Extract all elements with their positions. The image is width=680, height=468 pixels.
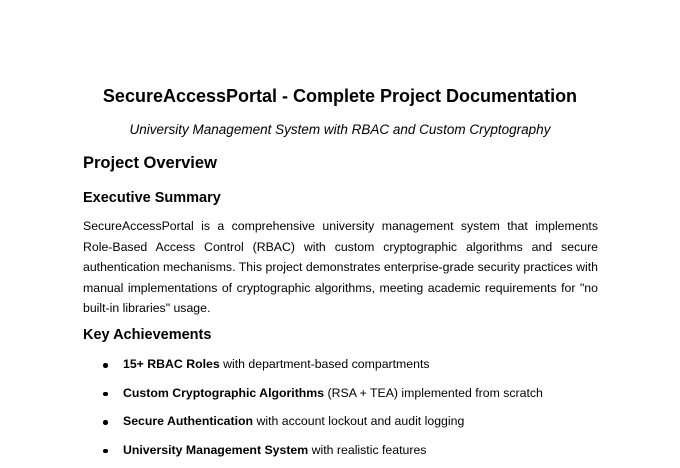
document-title: SecureAccessPortal - Complete Project Documentation (0, 84, 680, 108)
key-achievements-heading: Key Achievements (83, 324, 211, 346)
bullet-icon (103, 392, 108, 397)
achievement-description: with account lockout and audit logging (253, 414, 464, 428)
achievement-title: University Management System (123, 443, 308, 457)
achievement-title: 15+ RBAC Roles (123, 357, 220, 371)
list-item (83, 383, 603, 412)
key-achievements-list (83, 354, 603, 468)
list-item (83, 440, 603, 468)
list-item (83, 354, 603, 383)
executive-summary-heading: Executive Summary (83, 187, 221, 209)
bullet-icon (103, 363, 108, 368)
achievement-title: Secure Authentication (123, 414, 253, 428)
executive-summary-text: SecureAccessPortal is a comprehensive university management system that implements Role-Based Access Control (RBAC) with custom cryptographic algorithms and secure authentication mechanisms. This project demonstrates enterprise-grade security practices with manual implementations of cryptographic algorithms, meeting academic requirements for "no built-in libraries" usage. (83, 216, 598, 319)
document-subtitle: University Management System with RBAC and Custom Cryptography (0, 120, 680, 140)
bullet-icon (103, 420, 108, 425)
project-overview-heading: Project Overview (83, 151, 217, 175)
achievement-description: with realistic features (308, 443, 426, 457)
list-item (83, 411, 603, 440)
achievement-title: Custom Cryptographic Algorithms (123, 386, 324, 400)
bullet-icon (103, 449, 108, 454)
achievement-description: (RSA + TEA) implemented from scratch (324, 386, 543, 400)
achievement-description: with department-based compartments (220, 357, 430, 371)
